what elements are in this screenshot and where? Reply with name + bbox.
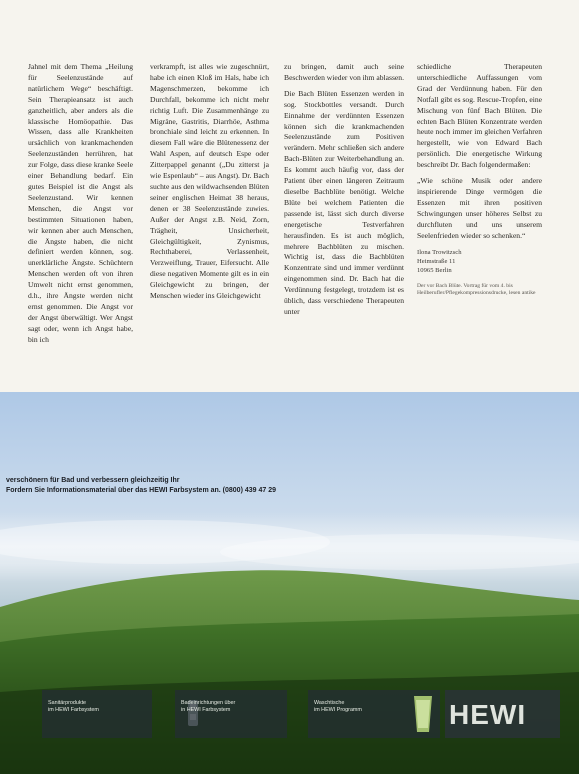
ad-headline <box>6 476 276 496</box>
footnote: Der vor Bach Blüte. Vortrag für vom 4. bis Heilberufler/Pflegekompressionsdrucke, lesen antike <box>417 282 536 296</box>
quote: „Wie schöne Musik oder andere inspirierende Dinge vermögen die Essenzen mit ihren positiven Schwingungen unser höheres Selbst zu durchfluten und uns unserem Seelenfrieden wieder so schenken.“ <box>417 176 542 240</box>
author-street: Heimstraße 11 <box>417 257 456 265</box>
article-column-2 <box>150 62 269 302</box>
product-tile-bath <box>175 690 287 738</box>
article-body <box>0 62 579 392</box>
article-column-4 <box>417 62 542 297</box>
product-tiles <box>0 690 579 740</box>
paragraph: verkrampft, ist alles wie zugeschnürt, habe ich einen Kloß im Hals, habe ich Magenschmerzen, bekomme ich Durchfall, bekomme ich nicht mehr richtig Luft. Die Zusammenhänge zu Migräne, Gastritis, Diarrhöe, Asthma bronchiale sind leicht zu erkennen. In diesem Fall wäre die Blütenessenz der Wahl Aspen, auf deutsch Espe oder Zitterpappel genannt („Du zitterst ja wie Espenlaub“ – aus Angst). Dr. Bach suchte aus den wildwachsenden Blüten seiner englischen Heimat 38 heraus, denen er 38 Seelenzustände zuwies. Außer der Angst z.B. Neid, Zorn, Trägheit, Unsicherheit, Gleichgültigkeit, Zynismus, Rechthaberei, Verlassenheit, Verzweiflung, Trauer, Eifersucht. Alle diese negativen Momente gilt es in ein Gleichgewicht zu bringen, der Menschen wieder ins Gleichgewicht <box>150 62 269 301</box>
paragraph: Jahnel mit dem Thema „Heilung für Seelenzustände auf natürlichem Wege“ beschäftigt. Sein Therapieansatz ist auch ganzheitlich, aber anders als die klassische Homöopathie. Das Wissen, dass alle Krankheiten ursächlich von krankmachenden Seelenzuständen herrühren, hat zur Folge, dass diese kranke Seele einer Behandlung bedarf. Ein gutes Beispiel ist die Angst als Seelenzustand. Wir kennen Menschen, die Angst vor bestimmten Situationen haben, wir kennen aber auch Menschen, die Ängste haben, die nicht definiert werden können, sog. unerklärliche Ängste. Schüchtern Menschen werden oft von ihren Umwelt nicht ernst genommen, d.h., ihre Ängste werden nicht ernst genommen. Die Angst vor der Angst überwältigt. Wer Angst sagt oder, wenn ich Angst habe, bin ich <box>28 62 133 344</box>
ad-headline-line-2: Fordern Sie Informationsmaterial über das HEWI Farbsystem an. (0800) 439 47 29 <box>6 487 276 494</box>
tile-label: Badeinrichtungen über <box>181 700 236 706</box>
tile-label: Waschtische <box>314 700 345 706</box>
glass-icon <box>410 692 436 736</box>
hewi-logo <box>445 690 560 738</box>
tile-text <box>314 700 362 714</box>
tile-sublabel: in HEWI Farbsystem <box>181 707 231 713</box>
article-column-1 <box>28 62 133 346</box>
ad-headline-line-1: verschönern für Bad und verbessern gleichzeitig Ihr <box>6 477 180 484</box>
product-tile-sanitary <box>42 690 152 738</box>
tile-sublabel: im HEWI Farbsystem <box>48 707 99 713</box>
paragraph: zu bringen, damit auch seine Beschwerden wieder von ihm ablassen. <box>284 62 404 82</box>
author-city: 10965 Berlin <box>417 266 452 274</box>
tile-label: Sanitärprodukte <box>48 700 87 706</box>
tile-text <box>181 700 235 714</box>
author-block <box>417 248 542 275</box>
article-column-3 <box>284 62 404 318</box>
tile-sublabel: im HEWI Programm <box>314 707 362 713</box>
brand-logotype: HEWI <box>449 699 527 730</box>
paragraph: schiedliche Therapeuten unterschiedliche Auffassungen vom Grad der Verdünnung haben. Für den Notfall gibt es sog. Rescue-Tropfen, eine Mischung von fünf Bach Blüten. Die echten Bach Blüten Konzentrate werden heute noch immer im gleichen Verfahren hergestellt, wie von Edward Bach persönlich. Die energetische Wirkung beschreibt Dr. Bach folgendermaßen: <box>417 62 542 170</box>
tile-text <box>48 700 99 714</box>
paragraph: Die Bach Blüten Essenzen werden in sog. Stockbottles versandt. Durch Einnahme der verdünnten Essenzen können sich die krankmachenden Seelenzustände zum Positiven verändern. Mehr schließen sich andere Bach-Blüten zur Weiterbehandlung an. Es kommt auch häufig vor, dass der Patient über einen längeren Zeitraum dieselbe Bachblüte benötigt. Welche Blüte bei welchem Patienten die passende ist, lässt sich durch diverse energetische Testverfahren herausfinden. Es ist auch möglich, mehrere Bachblüten zu mischen. Wichtig ist, dass die Bachblüten Konzentrate sind und immer verdünnt eingenommen sind. Dr. Bach hat die Verdünnung festgelegt, trotzdem ist es üblich, dass verschiedene Therapeuten unter <box>284 88 404 316</box>
author-name: Ilona Trowitzsch <box>417 248 462 256</box>
hewi-advertisement <box>0 392 579 774</box>
